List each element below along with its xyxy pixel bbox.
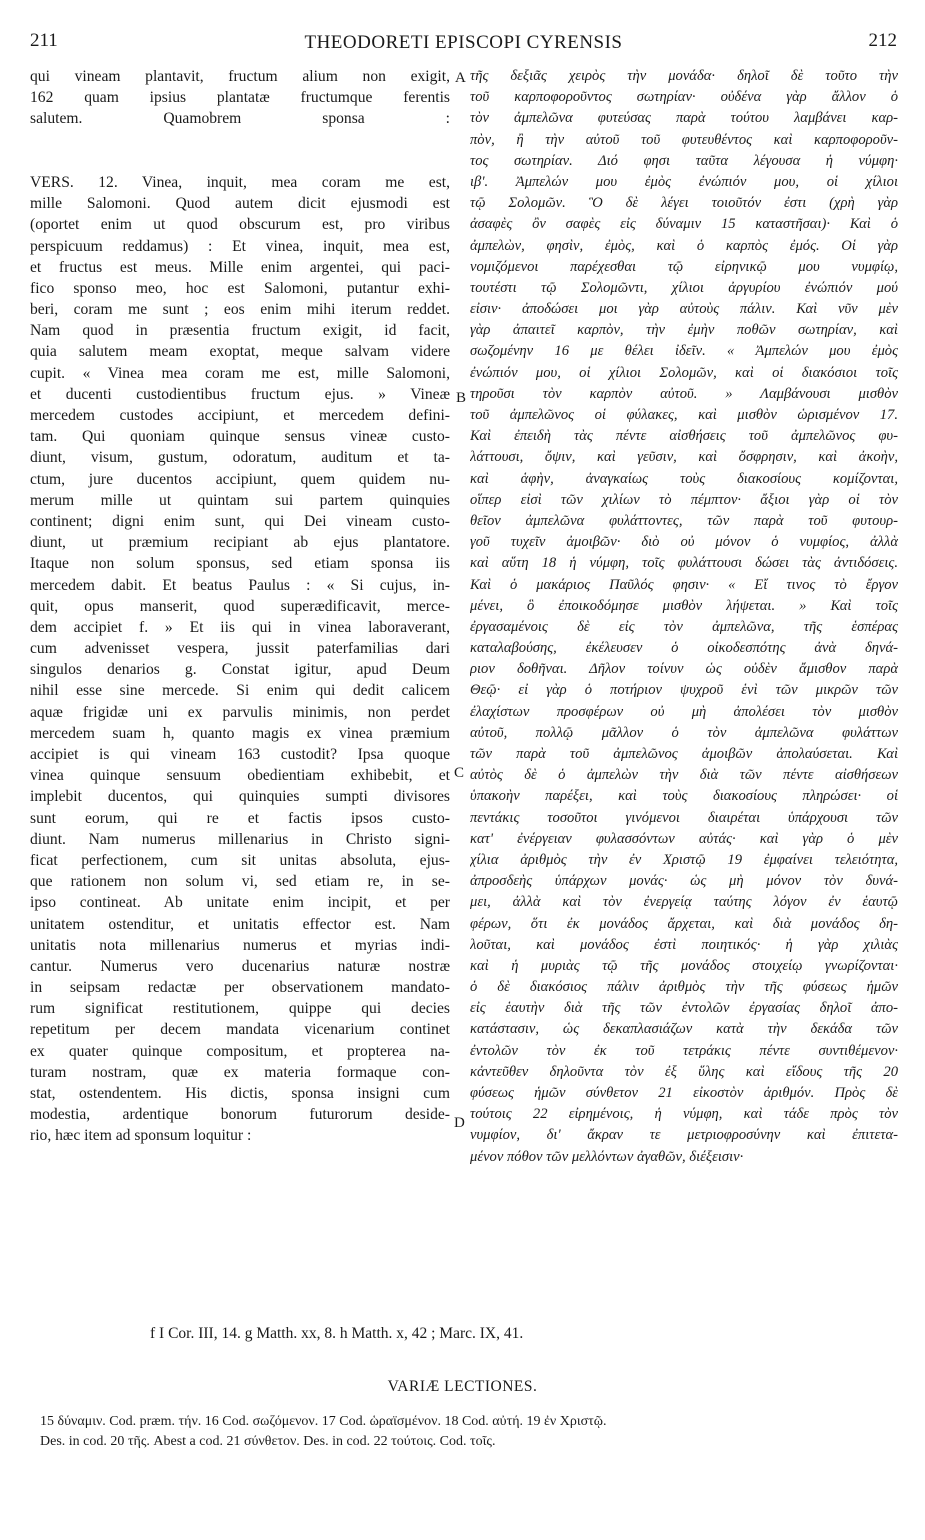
page-number-right: 212 bbox=[868, 30, 897, 51]
latin-text-line: ex quater quinque compositum, et propterea na- bbox=[30, 1042, 450, 1060]
greek-text-line: τος σωτηρίαν. Διό φησι ταῦτα λέγουσα ἡ νύμφη· bbox=[470, 152, 898, 169]
latin-text-line: mercedem custodes accipiunt, et mercedem defini- bbox=[30, 407, 450, 424]
greek-text-line: εἰς ἑαυτὴν διὰ τῆς τῶν ἐντολῶν ἐργασίας δηλοῖ ἀπο- bbox=[470, 1000, 898, 1017]
greek-text-line: χίλια ἀριθμὸς τὴν ἐν Χριστῷ 19 ἐμφαίνει τελειότητα, bbox=[470, 851, 898, 868]
latin-text-line: rio, hæc item ad sponsum loquitur : bbox=[30, 1127, 252, 1145]
latin-text-line: cupit. « Vinea mea coram me est, mille Salomoni, bbox=[30, 364, 450, 382]
greek-text-line: γὰρ ἀπαιτεῖ καρπὸν, τὴν ἐμὴν ποθῶν σωτηρίαν, καὶ bbox=[470, 322, 898, 339]
greek-text-line: γοῦ τυχεῖν ἀμοιβῶν· διὸ οὐ μόνον ὁ νυμφίος, ἀλλὰ bbox=[470, 534, 898, 551]
latin-text-line: fico sponso meo, hoc est Salomoni, putantur exhi- bbox=[30, 279, 450, 297]
latin-text-line: nihil esse sine mercede. Si enim qui dedit calicem bbox=[30, 682, 450, 700]
latin-text-line: dem accipiet f. » Et iis qui in vinea laboraverant, bbox=[30, 618, 450, 636]
greek-text-line: ἐντολῶν τὸν ἐκ τοῦ τετράκις πέντε συντιθέμενον· bbox=[470, 1042, 898, 1059]
latin-text-line: singulos denarios g. Constat igitur, apud Deum bbox=[30, 661, 450, 679]
latin-text-line: turam nostram, quæ ex materia formaque con- bbox=[30, 1063, 450, 1081]
latin-text-line: beri, coram me sunt ; eos enim mihi iterum reddet. bbox=[30, 301, 450, 319]
greek-text-line: καὶ ἁφὴν, ἀναγκαίως τοὺς διακοσίους κομίζονται, bbox=[470, 470, 898, 487]
greek-text-line: καὶ ἡ μυριὰς τῷ τῆς μονάδος στοιχείῳ γνωρίζονται· bbox=[470, 957, 898, 974]
greek-text-line: ἀπροσδεὴς ὑπάρχων μονάς· ὡς μὴ μόνον τὸν δυνά- bbox=[470, 873, 898, 890]
latin-text-line: quia salutem meam exoptat, meque salvam videre bbox=[30, 343, 450, 361]
greek-text-line: ριον δοθῆναι. Δῆλον τοίνυν ὡς οὐδὲν ἄμισθον παρὰ bbox=[470, 661, 898, 678]
greek-text-line: μένον πόθον τῶν μελλόντων ἀγαθῶν, διέξεισιν· bbox=[470, 1148, 744, 1165]
latin-text-line bbox=[30, 130, 450, 151]
variant-reading-line: 15 δύναμιν. Cod. præm. τήν. 16 Cod. σωζόμενον. 17 Cod. ὡραϊσμένον. 18 Cod. αὐτή. 19 ἐν Χριστῷ. bbox=[40, 1414, 607, 1429]
greek-text-line: κἀντεῦθεν δηλοῦντα τὸν ἐξ ὕλης καὶ εἴδους τῆς 20 bbox=[470, 1063, 898, 1080]
greek-text-line: Καὶ ὁ μακάριος Παῦλός φησιν· « Εἴ τινος τὸ ἔργον bbox=[470, 576, 898, 593]
greek-text-line: φύσεως ἡμῶν σύνθετον 21 εἰκοστὸν ἀριθμόν. Πρὸς δὲ bbox=[470, 1085, 898, 1101]
greek-text-line: ἀμπελὼν, φησὶν, ἐμὸς, καὶ ὁ καρπὸς ἐμός. Οἱ γὰρ bbox=[470, 237, 898, 254]
greek-text-line: ἐλαχίστων προσφέρων οὐ μὴ ἀπολέσει τὸν μισθὸν bbox=[470, 703, 898, 720]
greek-column bbox=[470, 66, 898, 1168]
greek-text-line: νυμφίον, δι' ἄκραν τε μετριοφροσύνην καὶ ἐπιτετα- bbox=[470, 1127, 898, 1144]
latin-text-line: unitatis nota millenarius numerus et myrias indi- bbox=[30, 936, 450, 954]
latin-text-line: ficat perfectionem, cum sit unitas absoluta, ejus- bbox=[30, 851, 450, 869]
latin-text-line: accipiet is qui vineam 163 custodit? Ipsa quoque bbox=[30, 746, 450, 763]
greek-text-line: μει, ἀλλὰ καὶ τὸν ἐνεργείᾳ ταύτης λόγον ἐν ἑαυτῷ bbox=[470, 894, 898, 911]
latin-text-line: vinea quinque sensuum obedientiam exhibebit, et bbox=[30, 767, 450, 785]
latin-text-line: tam. Qui quoniam quinque sensus vineæ custo- bbox=[30, 428, 450, 446]
greek-text-line: ὁ δὲ διακόσιος πάλιν ἀριθμὸς τὴν τῆς φύσεως ἡμῶν bbox=[470, 979, 898, 996]
latin-text-line: ipso contineat. Ab unitate enim incipit, et per bbox=[30, 894, 450, 912]
latin-text-line: implebit ducentos, qui quinquies sumpti divisores bbox=[30, 788, 450, 806]
greek-text-line: τούτοις 22 εἰρημένοις, ἡ νύμφη, καὶ τάδε πρὸς τὸν bbox=[470, 1106, 898, 1123]
latin-text-line: (oportet enim ut quod obscurum est, pro viribus bbox=[30, 216, 450, 234]
greek-text-line: σωζομένην 16 με θέλει ἰδεῖν. « Ἀμπελών μου ἐμὸς bbox=[470, 343, 898, 360]
latin-text-line: et fructus est meus. Mille enim argentei, qui paci- bbox=[30, 258, 450, 276]
margin-letter-d: D bbox=[454, 1115, 465, 1131]
latin-text-line: diunt, ut præmium recipiant ab ejus plantatore. bbox=[30, 534, 450, 552]
greek-text-line: ἀσαφὲς ὂν σαφὲς εἰς δύναμιν 15 καταστῆσαι)· Καὶ ὁ bbox=[470, 216, 898, 233]
margin-letter-c: C bbox=[454, 765, 465, 781]
margin-letter-a: A bbox=[455, 70, 466, 86]
page-header bbox=[30, 30, 897, 56]
greek-text-line: τῆς δεξιᾶς χειρὸς τὴν μονάδα· δηλοῖ δὲ τοῦτο τὴν bbox=[470, 68, 898, 84]
latin-text-line: mercedem suam h, quanto magis ex vinea præmium bbox=[30, 724, 450, 742]
greek-text-line: νομιζόμενοι παρέχεσθαι τῷ εἰρηνικῷ μου νυμφίῳ, bbox=[470, 258, 898, 275]
latin-text-line: qui vineam plantavit, fructum alium non exigit, bbox=[30, 68, 450, 85]
greek-text-line: ἐνώπιόν μου, οἱ χίλιοι Σολομῶν, καὶ οἱ διακόσιοι τοῖς bbox=[470, 364, 898, 381]
latin-text-line: Itaque non solum sponsus, sed etiam sponsa iis bbox=[30, 555, 450, 573]
greek-text-line: φέρων, ὅτι ἐκ μονάδος ἄρχεται, καὶ διὰ μονάδος δη- bbox=[470, 915, 898, 932]
margin-letter-b: B bbox=[456, 390, 467, 406]
greek-text-line: τῷ Σολομῶν. Ὃ δὲ λέγει τοιοῦτόν ἐστι (χρὴ γὰρ bbox=[470, 195, 898, 212]
greek-text-line: κατ' ἐνέργειαν φυλασσόντων αὐτάς· καὶ γὰρ ὁ μὲν bbox=[470, 830, 898, 847]
greek-text-line: πεντάκις τοσοῦτοι γινόμενοι διαιρέται ὑπάρχουσι τῶν bbox=[470, 809, 898, 826]
latin-text-line: que rationem non solum vi, sed etiam re, in se- bbox=[30, 873, 450, 891]
greek-text-line: αὐτὸς δὲ ὁ ἀμπελὼν τὴν διὰ τῶν πέντε αἰσθήσεων bbox=[470, 767, 898, 784]
greek-text-line: ὑπακοὴν παρέξει, καὶ τοὺς διακοσίους πληρώσει· οἱ bbox=[470, 788, 898, 805]
latin-text-line: perspicuum reddamus) : Et vinea, inquit, mea est, bbox=[30, 237, 450, 255]
greek-text-line: Θεῷ· εἰ γὰρ ὁ ποτήριον ψυχροῦ ἑνὶ τῶν μικρῶν τῶν bbox=[470, 682, 898, 699]
variae-lectiones-title: VARIÆ LECTIONES. bbox=[387, 1378, 538, 1395]
variant-reading-line: Des. in cod. 20 τῆς. Abest a cod. 21 σύνθετον. Des. in cod. 22 τούτοις. Cod. τοῖς. bbox=[40, 1434, 496, 1449]
greek-text-line: Καὶ ἐπειδὴ τὰς πέντε αἰσθήσεις τοῦ ἀμπελῶνος φυ- bbox=[470, 428, 898, 445]
latin-text-line: ctum, jure ducentos accipiunt, quem quidem nu- bbox=[30, 470, 450, 488]
greek-text-line: εἰσιν· ἀποδώσει μοι γὰρ αὐτοὺς πάλιν. Καὶ νῦν μὲν bbox=[470, 301, 898, 318]
latin-text-line: VERS. 12. Vinea, inquit, mea coram me est, bbox=[30, 173, 450, 191]
latin-text-line: mercedem dabit. Et beatus Paulus : « Si cujus, in- bbox=[30, 576, 450, 594]
latin-text-line: salutem. Quamobrem sponsa : bbox=[30, 110, 450, 128]
greek-text-line: τηροῦσι τὸν καρπὸν αὐτοῦ. » Λαμβάνουσι μισθὸν bbox=[470, 385, 898, 402]
latin-text-line: merum mille ut quintam sui partem quinquies bbox=[30, 491, 450, 509]
greek-text-line: τῶν παρὰ τοῦ ἀμπελῶνος ἀμοιβῶν ἀπολαύσεται. Καὶ bbox=[470, 746, 898, 762]
variae-lectiones bbox=[40, 1412, 895, 1452]
latin-text-line: et ducenti custodientibus fructum ejus. » Vineæ bbox=[30, 385, 450, 403]
greek-text-line: τοῦ καρποφοροῦντος σωτηρίαν· οὐδένα γὰρ ἄλλον ὁ bbox=[470, 89, 898, 106]
running-title: THEODORETI EPISCOPI CYRENSIS bbox=[304, 32, 623, 53]
latin-text-line: Nam quod in præsentia fructum exigit, id facit, bbox=[30, 322, 450, 340]
latin-text-line: diunt, visum, gustum, odoratum, auditum et ta- bbox=[30, 449, 450, 467]
greek-text-line: κατάστασιν, ὡς δεκαπλασιάζων κατὰ τὴν δεκάδα τῶν bbox=[470, 1021, 898, 1038]
greek-text-line: πὸν, ἢ τὴν αὐτοῦ τοῦ φυτευθέντος καὶ καρποφοροῦν- bbox=[470, 131, 898, 148]
greek-text-line: λάττουσι, ὄψιν, καὶ γεῦσιν, καὶ ὄσφρησιν, καὶ ἀκοὴν, bbox=[470, 449, 898, 466]
greek-text-line: οἵπερ εἰσὶ τῶν χιλίων τὸ πέμπτον· ἄξιοι γὰρ οἱ τὸν bbox=[470, 491, 898, 508]
latin-text-line: rum significat restitutionem, quippe qui decies bbox=[30, 1000, 450, 1018]
latin-text-line: in seipsam redactæ per observationem mandato- bbox=[30, 979, 450, 997]
greek-text-line: καταλαβούσης, ἐκέλευσεν ὁ οἰκοδεσπότης ἀνὰ δηνά- bbox=[470, 640, 898, 657]
latin-text-line: cum advenisset vespera, jussit paterfamilias dari bbox=[30, 640, 450, 658]
latin-column bbox=[30, 66, 450, 1147]
latin-text-line bbox=[30, 151, 450, 172]
greek-text-line: αὐτοῦ, πολλῷ μᾶλλον ὁ τὸν ἀμπελῶνα φυλάττων bbox=[470, 724, 898, 741]
greek-text-line: μένει, ὃ ἐποικοδόμησε μισθὸν λήψεται. » Καὶ τοῖς bbox=[470, 597, 898, 614]
latin-text-line: repetitum per decem mandata vicenarium continet bbox=[30, 1021, 450, 1039]
greek-text-line: λοῦται, καὶ μονάδος ἐστὶ ποιητικός· ἡ γὰρ χιλιὰς bbox=[470, 936, 898, 953]
latin-text-line: unitatem ostenditur, et unitatis effector est. Nam bbox=[30, 915, 450, 933]
greek-text-line: καὶ αὕτη 18 ἡ νύμφη, τοῖς φυλάττουσι δώσει τὰς ἀντιδόσεις. bbox=[470, 555, 898, 572]
greek-text-line: τὸν ἀμπελῶνα φυτεύσας παρὰ τούτου λαμβάνει καρ- bbox=[470, 110, 898, 127]
latin-text-line: modestia, ardentique bonorum futurorum deside- bbox=[30, 1106, 450, 1124]
latin-text-line: sunt eorum, qui re et factis ipsos custo- bbox=[30, 809, 450, 827]
footnotes: f I Cor. III, 14. g Matth. xx, 8. h Matth. x, 42 ; Marc. IX, 41. bbox=[150, 1325, 524, 1342]
latin-text-line: diunt. Nam numerus millenarius in Christo signi- bbox=[30, 830, 450, 848]
latin-text-line: cantur. Numerus vero ducenarius naturæ nostræ bbox=[30, 957, 450, 975]
page-number-left: 211 bbox=[30, 30, 58, 51]
latin-text-line: stat, ostendentem. His dictis, sponsa insigni cum bbox=[30, 1085, 450, 1102]
latin-text-line: 162 quam ipsius plantatæ fructumque ferentis bbox=[30, 89, 450, 107]
greek-text-line: ιβʹ. Ἀμπελών μου ἐμὸς ἐνώπιόν μου, οἱ χίλιοι bbox=[470, 173, 898, 190]
greek-text-line: θεῖον ἀμπελῶνα φυλάττοντες, τῶν παρὰ τοῦ φυτουρ- bbox=[470, 512, 898, 529]
latin-text-line: continent; digni enim sunt, qui Dei vineam custo- bbox=[30, 512, 450, 530]
latin-text-line: aquæ frigidæ uni ex parvulis minimis, non perdet bbox=[30, 703, 450, 721]
latin-text-line: quit, opus manserit, quod superædificavit, merce- bbox=[30, 597, 450, 615]
greek-text-line: τουτέστι τῷ Σολομῶντι, χίλιοι ἀργυρίου ἐνώπιόν μού bbox=[470, 279, 898, 296]
latin-text-line: mille Salomoni. Quod autem dicit ejusmodi est bbox=[30, 195, 450, 213]
greek-text-line: ἐργασαμένοις δὲ εἰς τὸν ἀμπελῶνα, τῆς ἑσπέρας bbox=[470, 618, 898, 635]
greek-text-line: τοῦ ἀμπελῶνος οἱ φύλακες, καὶ μισθὸν ὡρισμένον 17. bbox=[470, 407, 898, 423]
